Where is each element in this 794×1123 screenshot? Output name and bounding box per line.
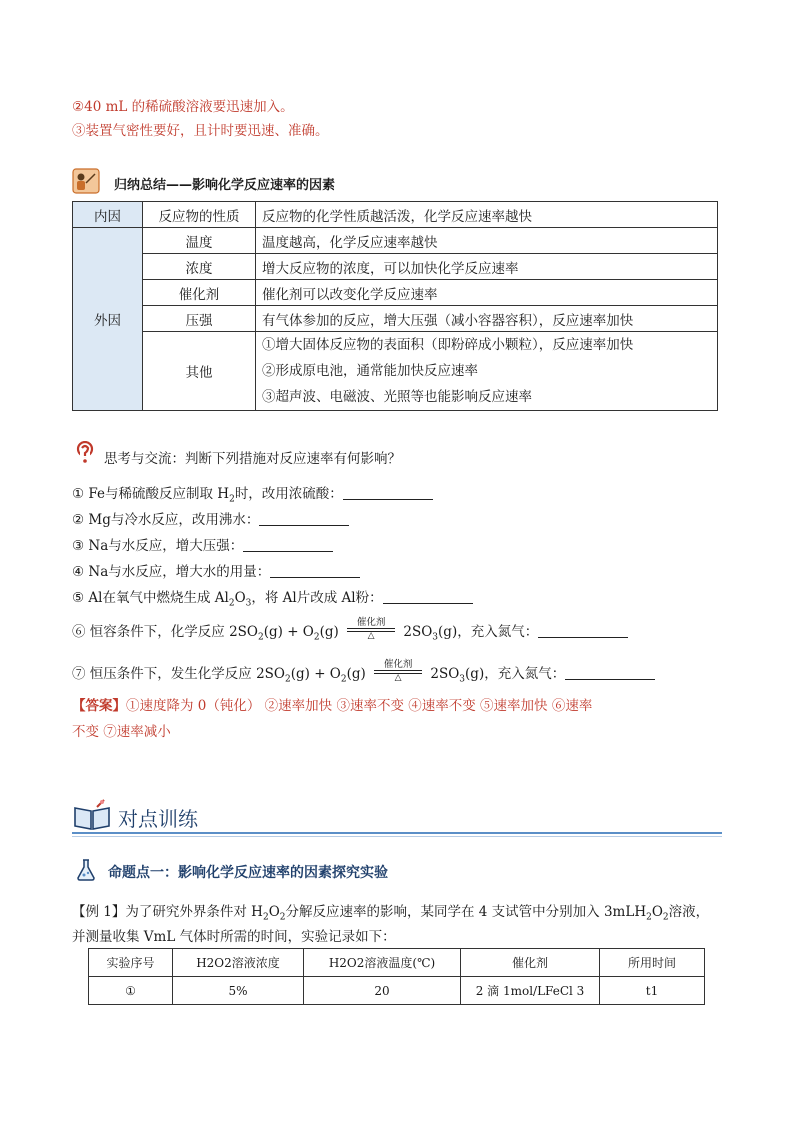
question-7: ⑦ 恒压条件下，发生化学反应 $2SO_2(g) + O_2(g)$ 催化剂 △ $2SO_3(g)$，充入氮气： bbox=[72, 658, 655, 685]
answer-blank[interactable] bbox=[243, 537, 333, 552]
factor-cell: 催化剂 bbox=[143, 280, 256, 306]
desc-cell: 增大反应物的浓度，可以加快化学反应速率 bbox=[256, 254, 718, 280]
desc-cell: 有气体参加的反应，增大压强（减小容器容积），反应速率加快 bbox=[256, 306, 718, 332]
other-line: ②形成原电池，通常能加快反应速率 bbox=[262, 363, 478, 379]
outer-label: 外因 bbox=[73, 228, 143, 411]
table-row bbox=[73, 332, 718, 411]
inner-factor: 反应物的性质 bbox=[143, 202, 256, 228]
question-6: ⑥ 恒容条件下，化学反应 $2SO_2(g) + O_2(g)$ 催化剂 △ $2SO_3(g)$，充入氮气： bbox=[72, 616, 628, 643]
table-row bbox=[73, 228, 718, 254]
experiment-table bbox=[88, 948, 705, 1005]
teacher-icon bbox=[72, 168, 100, 194]
answer-blank[interactable] bbox=[270, 563, 360, 578]
inner-desc: 反应物的化学性质越活泼，化学反应速率越快 bbox=[256, 202, 718, 228]
example-line-1: 【例 1】为了研究外界条件对 $H_2O_2$分解反应速率的影响，某同学在 4 支试管中分别加入 $3mLH_2O_2$溶液， bbox=[72, 904, 710, 923]
desc-cell: 催化剂可以改变化学反应速率 bbox=[256, 280, 718, 306]
answer-blank[interactable] bbox=[343, 485, 433, 500]
table-row bbox=[73, 202, 718, 228]
cell: 2 滴 1mol/LFeCl 3 bbox=[461, 977, 600, 1005]
cell: 5% bbox=[173, 977, 304, 1005]
factor-cell: 温度 bbox=[143, 228, 256, 254]
example-line-2: 并测量收集 VmL 气体时所需的时间，实验记录如下： bbox=[72, 929, 396, 945]
reversible-arrow: 催化剂 △ bbox=[374, 658, 422, 684]
header-cell: 所用时间 bbox=[600, 949, 705, 977]
cell: t1 bbox=[600, 977, 705, 1005]
book-icon bbox=[72, 798, 112, 832]
note-3: ③装置气密性要好，且计时要迅速、准确。 bbox=[72, 123, 329, 139]
flask-icon bbox=[74, 858, 98, 882]
question-icon bbox=[74, 441, 96, 465]
think-title: 思考与交流：判断下列措施对反应速率有何影响？ bbox=[104, 451, 401, 467]
table-row bbox=[73, 254, 718, 280]
other-line: ③超声波、电磁波、光照等也能影响反应速率 bbox=[262, 389, 532, 405]
answer-blank[interactable] bbox=[259, 511, 349, 526]
factor-cell: 其他 bbox=[143, 332, 256, 411]
section-title: 对点训练 bbox=[118, 807, 198, 831]
topic-title: 命题点一：影响化学反应速率的因素探究实验 bbox=[108, 865, 388, 881]
table-row bbox=[73, 280, 718, 306]
header-cell: H2O2溶液浓度 bbox=[173, 949, 304, 977]
answer-line-1: 【答案】①速度降为 0（钝化） ②速率加快 ③速率不变 ④速率不变 ⑤速率加快 ⑥速率 bbox=[72, 698, 593, 714]
answer-blank[interactable] bbox=[383, 589, 473, 604]
factor-cell: 浓度 bbox=[143, 254, 256, 280]
table-header-row bbox=[89, 949, 705, 977]
question-1: ① Fe与稀硫酸反应制取 $H_2$时，改用浓硫酸： bbox=[72, 482, 433, 505]
table-row bbox=[89, 977, 705, 1005]
section-rule bbox=[72, 832, 722, 834]
factor-cell: 压强 bbox=[143, 306, 256, 332]
other-line: ①增大固体反应物的表面积（即粉碎成小颗粒），反应速率加快 bbox=[262, 337, 634, 353]
inner-label: 内因 bbox=[73, 202, 143, 228]
reversible-arrow: 催化剂 △ bbox=[347, 616, 395, 642]
answer-line-2: 不变 ⑦速率减小 bbox=[72, 724, 171, 740]
factors-table bbox=[72, 201, 718, 411]
question-2: ② Mg与冷水反应，改用沸水： bbox=[72, 508, 349, 528]
answer-blank[interactable] bbox=[538, 623, 628, 638]
question-5: ⑤ Al在氧气中燃烧生成 $Al_2O_3$，将 Al片改成 Al粉： bbox=[72, 586, 473, 609]
answer-label: 【答案】 bbox=[72, 698, 126, 714]
note-2: ②40 mL 的稀硫酸溶液要迅速加入。 bbox=[72, 99, 294, 115]
question-4: ④ Na与水反应，增大水的用量： bbox=[72, 560, 360, 580]
summary-title: 归纳总结——影响化学反应速率的因素 bbox=[114, 178, 336, 193]
header-cell: H2O2溶液温度(℃) bbox=[304, 949, 461, 977]
table-row bbox=[73, 306, 718, 332]
header-cell: 催化剂 bbox=[461, 949, 600, 977]
cell: 20 bbox=[304, 977, 461, 1005]
answer-blank[interactable] bbox=[565, 665, 655, 680]
question-3: ③ Na与水反应，增大压强： bbox=[72, 534, 333, 554]
cell: ① bbox=[89, 977, 173, 1005]
header-cell: 实验序号 bbox=[89, 949, 173, 977]
section-rule bbox=[72, 836, 722, 837]
desc-cell: 温度越高，化学反应速率越快 bbox=[256, 228, 718, 254]
